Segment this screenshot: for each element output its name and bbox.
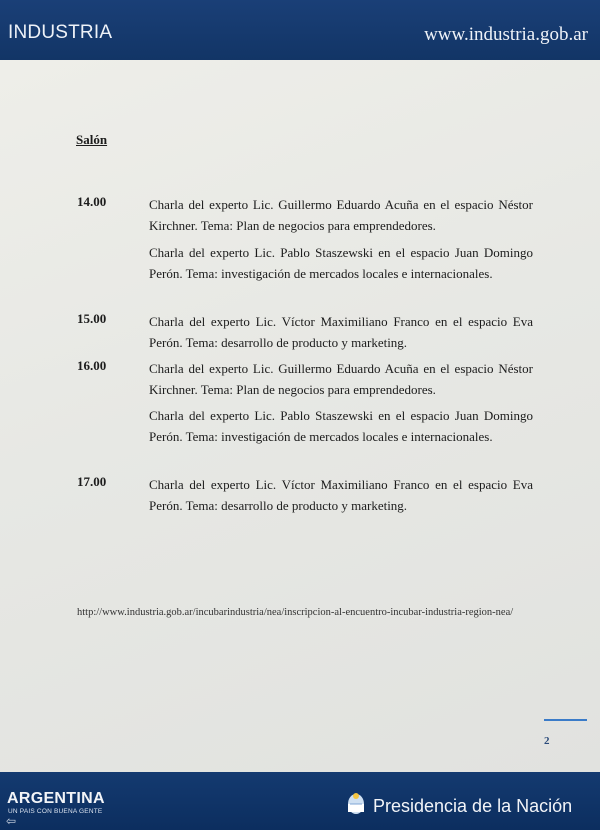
argentina-logo-text: ARGENTINA (7, 790, 105, 807)
talk-description: Charla del experto Lic. Guillermo Eduardo Acuña en el espacio Néstor Kirchner. Tema: Plan de negocios para emprendedores. (149, 197, 533, 233)
time-label: 15.00 (77, 311, 107, 326)
header-bar (0, 0, 600, 60)
time-label: 16.00 (77, 358, 107, 373)
time-label: 14.00 (77, 194, 107, 209)
time-label: 17.00 (77, 474, 107, 489)
back-arrow-icon[interactable]: ⇦ (6, 814, 17, 828)
talk-description: Charla del experto Lic. Pablo Staszewski en el espacio Juan Domingo Perón. Tema: investigación de mercados locales e internacionales. (149, 245, 533, 281)
argentina-tagline: UN PAIS CON BUENA GENTE (8, 808, 103, 815)
talk-description: Charla del experto Lic. Pablo Staszewski en el espacio Juan Domingo Perón. Tema: investigación de mercados locales e internacionales. (149, 408, 533, 444)
section-heading: Salón (76, 132, 108, 147)
page-number-rule (544, 719, 587, 721)
national-shield-icon (346, 790, 366, 816)
header-website[interactable]: www.industria.gob.ar (424, 24, 588, 45)
talk-description: Charla del experto Lic. Guillermo Eduardo Acuña en el espacio Néstor Kirchner. Tema: Plan de negocios para emprendedores. (149, 361, 533, 397)
presidencia-logo-text: Presidencia de la Nación (373, 796, 573, 816)
page-number: 2 (544, 735, 550, 747)
registration-link[interactable]: http://www.industria.gob.ar/incubarindustria/nea/inscripcion-al-encuentro-incubar-industria-region-nea/ (77, 607, 514, 618)
header-industria: INDUSTRIA (8, 22, 113, 43)
talk-description: Charla del experto Lic. Víctor Maximiliano Franco en el espacio Eva Perón. Tema: desarrollo de producto y marketing. (149, 477, 533, 513)
talk-description: Charla del experto Lic. Víctor Maximiliano Franco en el espacio Eva Perón. Tema: desarrollo de producto y marketing. (149, 314, 533, 350)
document-page (0, 60, 600, 772)
footer-bar (0, 772, 600, 830)
